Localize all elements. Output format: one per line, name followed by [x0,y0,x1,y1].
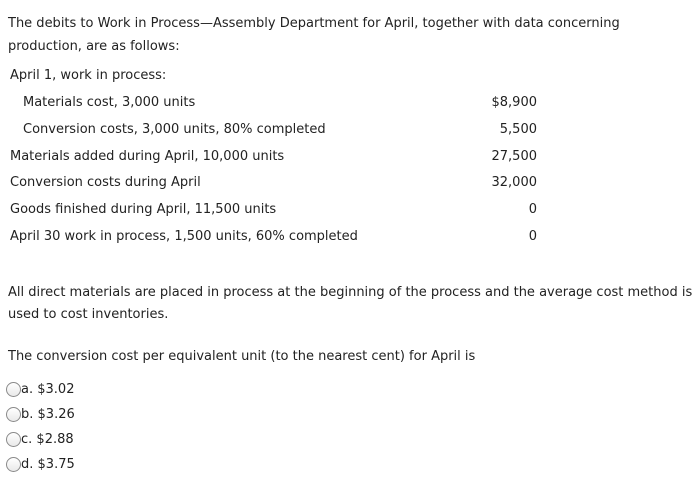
table-row [0,172,560,194]
row-label: Conversion costs during April [10,175,201,190]
radio-button-icon[interactable] [6,407,21,422]
option-text: $2.88 [36,432,74,447]
table-row [0,146,560,168]
option-letter: b. [21,407,34,422]
row-label: Conversion costs, 3,000 units, 80% completed [23,122,326,137]
question-prompt: The conversion cost per equivalent unit (to the nearest cent) for April is [8,349,476,364]
option-c[interactable] [6,429,74,451]
radio-button-icon[interactable] [6,432,21,447]
row-label: Goods finished during April, 11,500 units [10,202,277,217]
option-letter: c. [21,432,33,447]
method-note: All direct materials are placed in process at the beginning of the process and the average cost method is used to cost inventories. [8,285,693,322]
row-value: 0 [528,202,537,217]
radio-button-icon[interactable] [6,382,21,397]
row-value: 0 [528,229,537,244]
row-value: 5,500 [499,122,537,137]
table-row [0,65,560,87]
option-letter: a. [21,382,34,397]
option-text: $3.02 [37,382,75,397]
row-label: Materials added during April, 10,000 units [10,149,285,164]
table-row [0,92,560,114]
row-label: April 1, work in process: [10,68,167,83]
option-d[interactable] [6,454,75,476]
option-text: $3.75 [37,457,75,472]
problem-intro: The debits to Work in Process—Assembly Department for April, together with data concerning production, are as follows: [8,16,620,54]
row-value: 32,000 [491,175,537,190]
option-a[interactable] [6,379,74,401]
row-label: April 30 work in process, 1,500 units, 60% completed [10,229,358,244]
option-letter: d. [21,457,34,472]
row-label: Materials cost, 3,000 units [23,95,196,110]
radio-button-icon[interactable] [6,457,21,472]
table-row [0,119,560,141]
option-text: $3.26 [37,407,75,422]
row-value: 27,500 [491,149,537,164]
option-b[interactable] [6,404,75,426]
row-value: $8,900 [491,95,537,110]
table-row [0,226,560,248]
table-row [0,199,560,221]
